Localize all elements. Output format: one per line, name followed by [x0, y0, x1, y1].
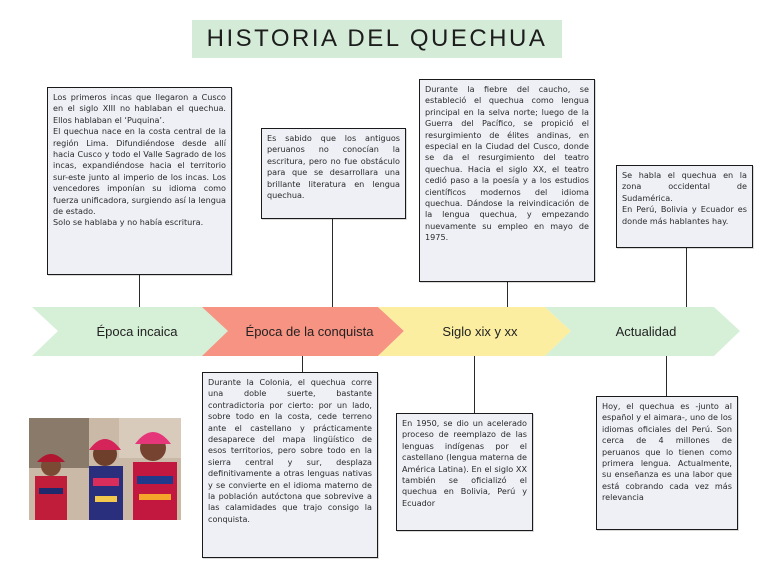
- quechua-children-photo: [29, 418, 181, 520]
- info-box-colonia: [202, 372, 378, 558]
- info-text: Se habla el quechua en la zona occidental de Sudamérica. En Perú, Bolivia y Ecuador es donde más hablantes hay.: [622, 170, 747, 226]
- info-text: Hoy, el quechua es -junto al español y el aimara-, uno de los idiomas oficiales del Perú. Son cerca de 4 millones de peruanos que lo tienen como primera lengua. Actualmente, su enseñanza es una labor que está cobrando cada vez más relevancia: [602, 401, 732, 503]
- timeline-label-siglo: Siglo xix y xx: [442, 323, 518, 339]
- info-box-caucho: [419, 79, 595, 282]
- info-box-zona: [616, 165, 753, 248]
- page-title: HISTORIA DEL QUECHUA: [192, 20, 562, 58]
- timeline-label-actualidad: Actualidad: [615, 323, 677, 339]
- info-text: Los primeros incas que llegaron a Cusco en el siglo XIII no hablaban el quechua. Ellos hablaban el ‘Puquina’. El quechua nace en la costa central de la región Lima. Difundiéndose desde allí hacia Cusco y todo el Valle Sagrado de los incas, expandiéndose hacia el territorio sur-este junto al imperio de los incas. Los vencedores imponían su idioma como fuerza unificadora, surgiendo así la lengua de estado. Solo se hablaba y no había escritura.: [53, 92, 226, 228]
- info-box-incaica: [47, 87, 232, 275]
- info-text: Es sabido que los antiguos peruanos no conocían la escritura, pero no fue obstáculo para que se desarrollara una brillante literatura en lengua quechua.: [267, 133, 400, 201]
- info-box-antiguos: [261, 128, 406, 219]
- timeline-label-incaica: Época incaica: [96, 323, 178, 339]
- info-box-hoy: [596, 396, 738, 530]
- info-box-1950: [396, 413, 533, 531]
- info-text: En 1950, se dio un acelerado proceso de reemplazo de las lenguas indígenas por el castellano (lengua materna de América Latina). En el siglo XX también se oficializó el quechua en Bolivia, Perú y Ecuador: [402, 418, 527, 508]
- info-text: Durante la Colonia, el quechua corre una doble suerte, bastante contradictoria por cierto: por un lado, sobre todo en la costa, cede terreno ante el castellano y prácticamente desaparece del mapa lingüístico de esos territorios, pero sobre todo en la sierra central y sur, desplaza definitivamente a otras lenguas nativas y se convierte en el idioma materno de la población autóctona que sobrevive a las calamidades que trajo consigo la conquista.: [208, 377, 372, 524]
- timeline-label-conquista: Época de la conquista: [245, 323, 374, 339]
- info-text: Durante la fiebre del caucho, se estableció el quechua como lengua principal en la selva norte; luego de la Guerra del Pacífico, se propició el resurgimiento de élites andinas, en especial en la Ciudad del Cusco, donde se da el resurgimiento del teatro quechua. Hacia el siglo XX, el teatro cedió paso a la poesía y a los estudios científicos modernos del idioma quechua. Dándose la reivindicación de la lengua quechua, y empezando nuevamente su empleo en mayo de 1975.: [425, 84, 589, 243]
